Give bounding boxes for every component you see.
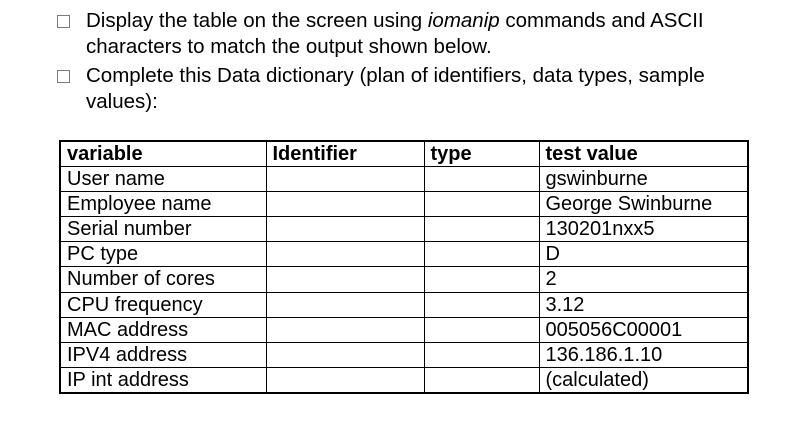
variable-cell: CPU frequency [60, 292, 266, 317]
header-test-value: test value [539, 141, 748, 167]
instruction-text: Display the table on the screen using iomanip commands and ASCII characters to match the output shown below. [86, 9, 704, 58]
variable-cell: IPV4 address [60, 342, 266, 367]
table-row [60, 217, 748, 242]
type-cell [424, 192, 539, 217]
table-row [60, 267, 748, 292]
header-type: type [424, 141, 539, 167]
type-cell [424, 167, 539, 192]
checkbox-bullet-icon [57, 15, 70, 28]
table-row [60, 367, 748, 393]
type-cell [424, 292, 539, 317]
header-variable: variable [60, 141, 266, 167]
test-value-cell: 136.186.1.10 [539, 342, 748, 367]
test-value-cell: 130201nxx5 [539, 217, 748, 242]
variable-cell: MAC address [60, 317, 266, 342]
identifier-cell [266, 342, 424, 367]
identifier-cell [266, 192, 424, 217]
header-identifier: Identifier [266, 141, 424, 167]
variable-cell: User name [60, 167, 266, 192]
instruction-item [55, 63, 775, 115]
type-cell [424, 217, 539, 242]
table-row [60, 342, 748, 367]
checkbox-bullet-icon [57, 70, 70, 83]
table-row [60, 192, 748, 217]
data-dictionary-table [59, 140, 749, 394]
variable-cell: PC type [60, 242, 266, 267]
table-row [60, 242, 748, 267]
type-cell [424, 242, 539, 267]
table-header-row [60, 141, 748, 167]
test-value-cell: gswinburne [539, 167, 748, 192]
identifier-cell [266, 217, 424, 242]
type-cell [424, 367, 539, 393]
test-value-cell: 2 [539, 267, 748, 292]
test-value-cell: 3.12 [539, 292, 748, 317]
identifier-cell [266, 267, 424, 292]
type-cell [424, 317, 539, 342]
variable-cell: Serial number [60, 217, 266, 242]
instruction-item [55, 8, 775, 60]
test-value-cell: D [539, 242, 748, 267]
type-cell [424, 267, 539, 292]
identifier-cell [266, 167, 424, 192]
identifier-cell [266, 242, 424, 267]
instruction-list [55, 8, 775, 118]
variable-cell: Number of cores [60, 267, 266, 292]
variable-cell: Employee name [60, 192, 266, 217]
table-row [60, 167, 748, 192]
identifier-cell [266, 367, 424, 393]
identifier-cell [266, 292, 424, 317]
table-row [60, 317, 748, 342]
type-cell [424, 342, 539, 367]
identifier-cell [266, 317, 424, 342]
variable-cell: IP int address [60, 367, 266, 393]
test-value-cell: 005056C00001 [539, 317, 748, 342]
test-value-cell: (calculated) [539, 367, 748, 393]
instruction-text: Complete this Data dictionary (plan of identifiers, data types, sample values): [86, 64, 705, 113]
test-value-cell: George Swinburne [539, 192, 748, 217]
table-row [60, 292, 748, 317]
